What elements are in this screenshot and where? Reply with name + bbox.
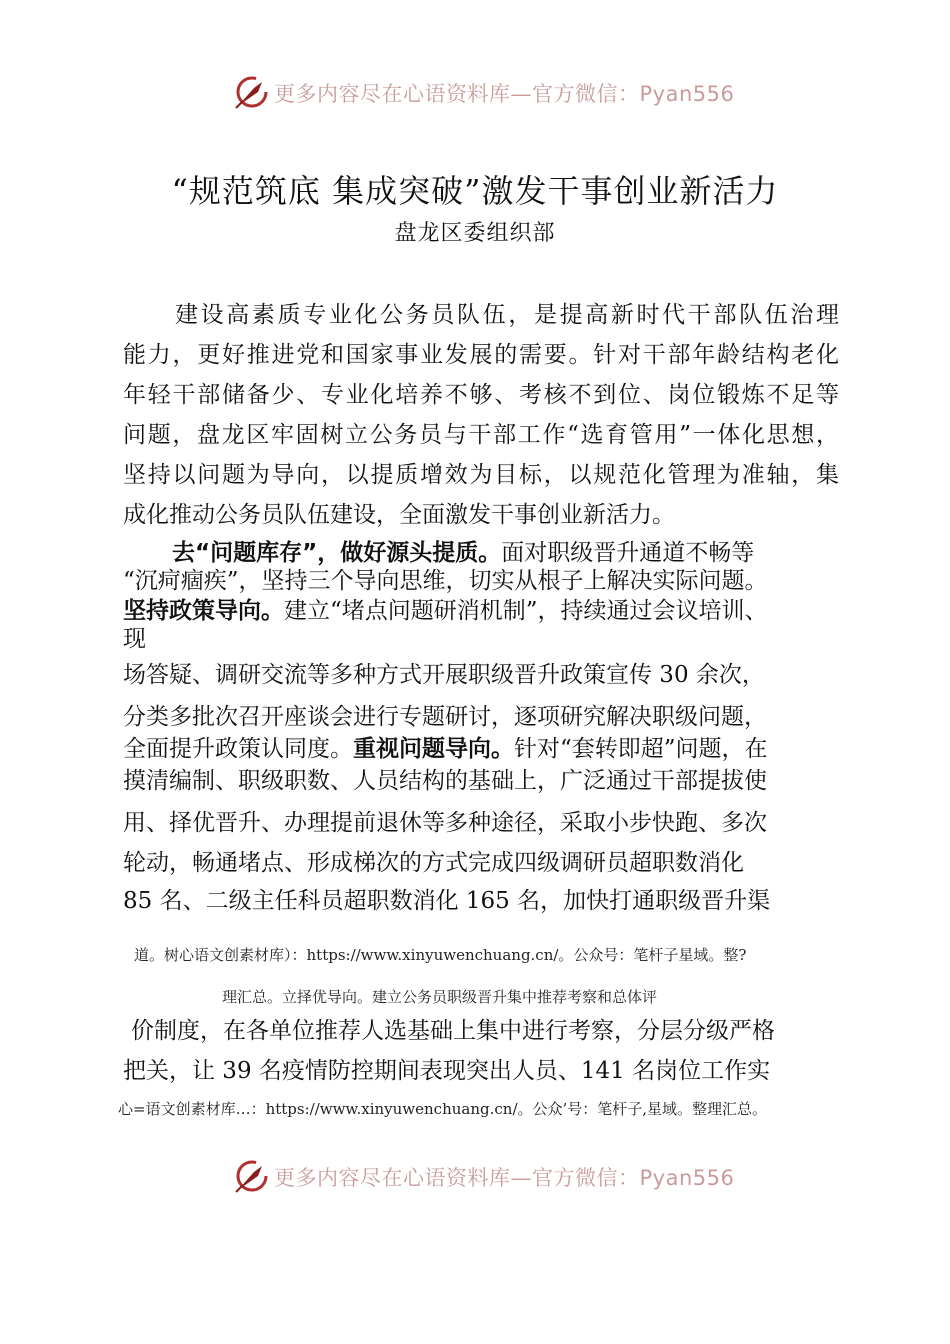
watermark-label: 更多内容尽在心语资料库—官方微信： xyxy=(274,82,640,106)
p2-line-9: 用、择优晋升、办理提前退休等多种途径，采取小步快跑、多次 xyxy=(123,810,767,836)
watermark-banner-top xyxy=(0,72,950,112)
p2-line-3: 坚持政策导向。建立“堵点问题研消机制”，持续通过会议培训、 xyxy=(123,598,768,624)
quill-pen-logo-icon xyxy=(232,72,270,110)
source-watermark-line-1: 道。树心语文创素材库）：https://www.xinyuwenchuang.cn/。公众号：笔杆子星域。整? xyxy=(134,946,747,964)
p2-line-4: 现 xyxy=(123,626,146,652)
wechat-id: Pyan556 xyxy=(639,82,735,106)
p2-line-11: 85 名、二级主任科员超职数消化 165 名，加快打通职级晋升渠 xyxy=(123,888,771,914)
p2-line-8: 摸清编制、职级职数、人员结构的基础上，广泛通过干部提拔使 xyxy=(123,768,767,794)
watermark-text xyxy=(274,1162,734,1192)
p2-line-10: 轮动，畅通堵点、形成梯次的方式完成四级调研员超职数消化 xyxy=(123,850,744,876)
p3-line-1: 价制度，在各单位推荐人选基础上集中进行考察，分层分级严格 xyxy=(131,1018,775,1044)
p2-line-5: 场答疑、调研交流等多种方式开展职级晋升政策宣传 30 余次， xyxy=(123,662,765,688)
p2-line-6: 分类多批次召开座谈会进行专题研讨，逐项研究解决职级问题， xyxy=(123,704,767,730)
p2-line-7: 全面提升政策认同度。重视问题导向。针对“套转即超”问题，在 xyxy=(123,736,768,762)
quill-pen-logo-icon xyxy=(232,1156,270,1194)
watermark-label: 更多内容尽在心语资料库—官方微信： xyxy=(274,1166,640,1190)
p1-line-1: 建设高素质专业化公务员队伍，是提高新时代干部队伍治理 xyxy=(175,302,839,328)
p3-line-2: 把关，让 39 名疫情防控期间表现突出人员、141 名岗位工作实 xyxy=(123,1058,771,1084)
page-title: “规范筑底 集成突破”激发干事创业新活力 xyxy=(171,172,779,210)
heading-policy-orientation: 坚持政策导向。 xyxy=(123,598,284,624)
p1-line-5: 坚持以问题为导向，以提质增效为目标，以规范化管理为准轴，集 xyxy=(123,462,839,488)
watermark-text xyxy=(274,78,734,108)
heading-problem-orientation: 重视问题导向。 xyxy=(353,736,514,762)
wechat-id: Pyan556 xyxy=(639,1166,735,1190)
p1-line-2: 能力，更好推进党和国家事业发展的需要。针对干部年龄结构老化 xyxy=(123,342,839,368)
p1-line-6: 成化推动公务员队伍建设，全面激发干事创业新活力。 xyxy=(123,502,675,528)
source-watermark-line-2: 理汇总。立择优导向。建立公务员职级晋升集中推荐考察和总体评 xyxy=(222,988,658,1006)
p2-line-2: “沉疴痼疾”，坚持三个导向思维，切实从根子上解决实际问题。 xyxy=(123,568,768,594)
heading-problem-inventory: 去“问题库存”，做好源头提质。 xyxy=(172,540,502,566)
source-watermark-line-3: 心=语文创素材库…：https://www.xinyuwenchuang.cn/。公众’号：笔杆子,星域。整理汇总。 xyxy=(118,1100,768,1118)
p1-line-3: 年轻干部储备少、专业化培养不够、考核不到位、岗位锻炼不足等 xyxy=(123,382,839,408)
watermark-banner-bottom xyxy=(0,1156,950,1196)
author-department: 盘龙区委组织部 xyxy=(394,221,556,246)
p1-line-4: 问题，盘龙区牢固树立公务员与干部工作“选育管用”一体化思想， xyxy=(123,422,839,448)
p2-line-1: 去“问题库存”，做好源头提质。面对职级晋升通道不畅等 xyxy=(172,540,755,566)
